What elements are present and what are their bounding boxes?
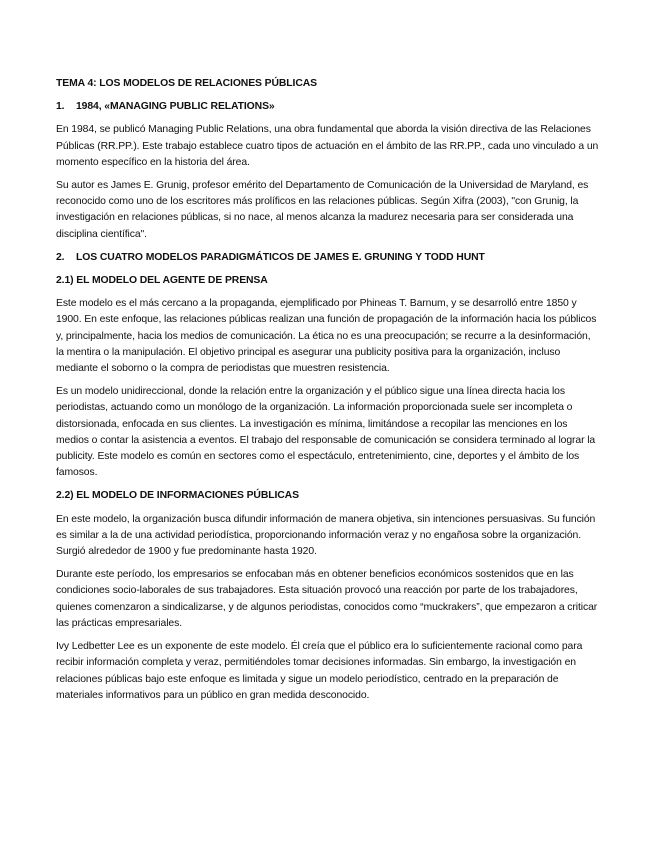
- paragraph: Ivy Ledbetter Lee es un exponente de este modelo. Él creía que el público era lo suficientemente racional como para recibir información completa y veraz, permitiéndoles tomar decisiones informadas. Sin embargo, la investigación en relaciones públicas bajo este enfoque es limitada y sigue un modelo periodístico, centrado en la preparación de materiales informativos para un público en gran medida desconocido.: [56, 641, 583, 701]
- section-1-heading: [56, 99, 600, 115]
- subsection-2-2-heading: 2.2) EL MODELO DE INFORMACIONES PÚBLICAS: [56, 490, 299, 502]
- document-title: TEMA 4: LOS MODELOS DE RELACIONES PÚBLICAS: [56, 78, 317, 89]
- paragraph: En este modelo, la organización busca difundir información de manera objetiva, sin intenciones persuasivas. Su función es similar a la de una actividad periodística, proporcionando información veraz y no engañosa sobre la organización. Surgió alrededor de 1900 y fue predominante hasta 1920.: [56, 513, 596, 558]
- section-2-heading-text: LOS CUATRO MODELOS PARADIGMÁTICOS DE JAMES E. GRUNING Y TODD HUNT: [76, 251, 485, 263]
- subsection-2-1-heading: 2.1) EL MODELO DEL AGENTE DE PRENSA: [56, 275, 268, 287]
- section-2-heading: [56, 250, 600, 266]
- document-page: [56, 76, 600, 711]
- paragraph: Durante este período, los empresarios se enfocaban más en obtener beneficios económicos sostenidos que en las condiciones socio-laborales de sus trabajadores. Esta situación provocó una reacción por parte de los trabajadores, quienes comenzaron a sindicalizarse, y de algunos periodistas, conocidos como “muckrakers”, que empezaron a criticar las prácticas empresariales.: [56, 569, 598, 629]
- paragraph: Su autor es James E. Grunig, profesor emérito del Departamento de Comunicación de la Universidad de Maryland, es reconocido como uno de los escritores más prolíficos en las relaciones públicas. Según Xifra (2003), "con Grunig, la investigación en relaciones públicas, si no nace, al menos alcanza la madurez necesaria para ser considerada una disciplina científica".: [56, 180, 589, 240]
- paragraph: Este modelo es el más cercano a la propaganda, ejemplificado por Phineas T. Barnum, y se desarrolló entre 1850 y 1900. En este enfoque, las relaciones públicas realizan una función de propagación de la información hacia los públicos y, principalmente, hacia los medios de comunicación. La ética no es una preocupación; se recurre a la desinformación, la mentira o la manipulación. El objetivo principal es asegurar una publicity positiva para la organización, incluso mediante el soborno o la compra de periodistas que muestren resistencia.: [56, 298, 597, 375]
- paragraph: En 1984, se publicó Managing Public Relations, una obra fundamental que aborda la visión directiva de las Relaciones Públicas (RR.PP.). Este trabajo establece cuatro tipos de actuación en el ámbito de las RR.PP., cada uno vinculado a un momento específico en la historia del área.: [56, 124, 599, 168]
- section-2-number: 2.: [56, 251, 65, 263]
- section-1-heading-text: 1984, «MANAGING PUBLIC RELATIONS»: [76, 101, 275, 113]
- section-1-number: 1.: [56, 101, 65, 113]
- paragraph: Es un modelo unidireccional, donde la relación entre la organización y el público sigue una línea directa hacia los periodistas, actuando como un monólogo de la organización. La información proporcionada suele ser incompleta o distorsionada, enfocada en sus clientes. La investigación es mínima, limitándose a recopilar las menciones en los medios o contar la asistencia a eventos. El trabajo del responsable de comunicación se considera terminado al lograr la publicity. Este modelo es común en sectores como el espectáculo, entretenimiento, cine, deportes y el ámbito de los famosos.: [56, 386, 596, 479]
